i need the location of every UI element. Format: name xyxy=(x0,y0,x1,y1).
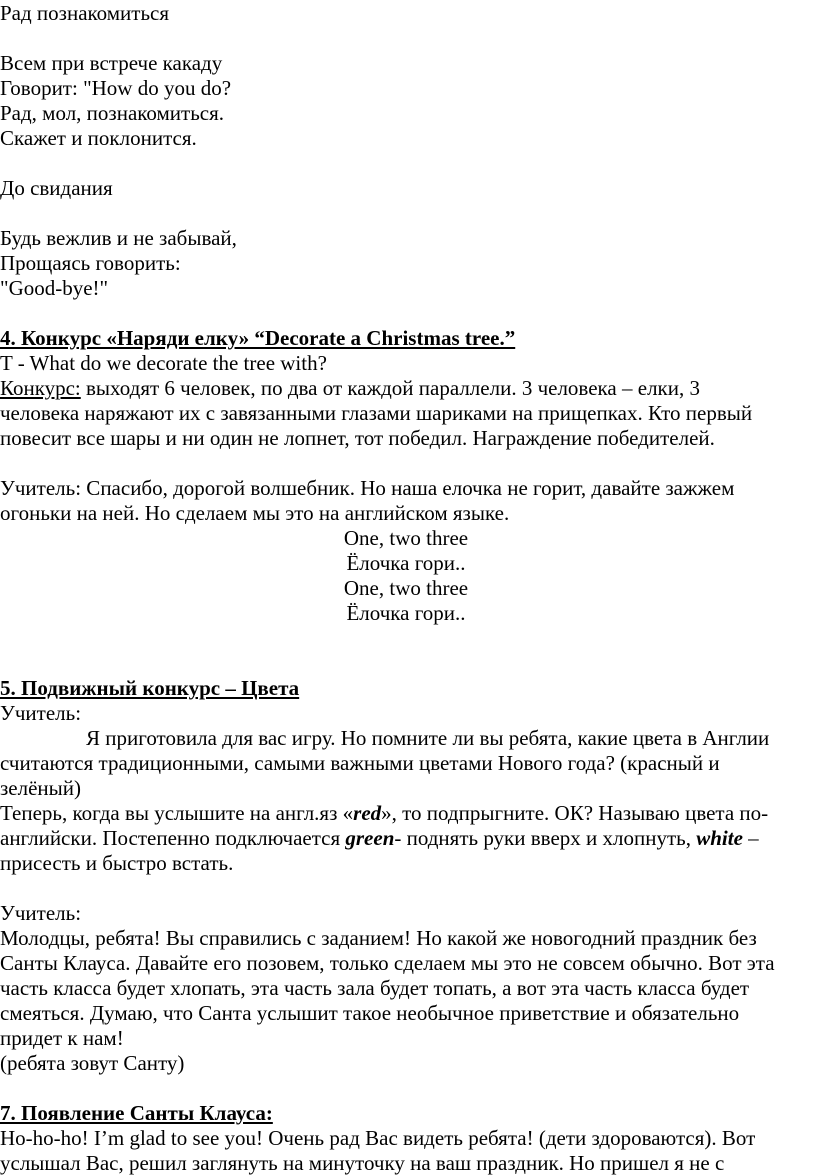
speaker-label: Учитель: xyxy=(0,701,82,725)
poem-line: Говорит: "How do you do? xyxy=(0,76,232,100)
verse-line: One, two three xyxy=(343,526,469,550)
speaker-label: Учитель: xyxy=(0,901,82,925)
paragraph-line: Я приготовила для вас игру. Но помните ли вы ребята, какие цвета в Англии xyxy=(86,726,770,750)
verse-line: Ёлочка гори.. xyxy=(346,551,466,575)
poem-line: "Good-bye!" xyxy=(0,276,109,300)
poem-line: Скажет и поклонится. xyxy=(0,126,197,150)
color-word-white: white xyxy=(696,826,743,850)
text-run: выходят 6 человек, по два от каждой параллели. 3 человека – елки, 3 xyxy=(80,376,700,400)
text-run: », то подпрыгните. ОК? Называю цвета по- xyxy=(381,801,769,825)
document-page xyxy=(0,1,812,1176)
paragraph-line xyxy=(0,826,812,851)
text-run: Теперь, когда вы услышите на англ.яз « xyxy=(0,801,354,825)
text-run: – xyxy=(742,826,759,850)
paragraph-line: Молодцы, ребята! Вы справились с заданием! Но какой же новогодний праздник без xyxy=(0,926,757,950)
poem-title: До свидания xyxy=(0,176,113,200)
poem-title: Рад познакомиться xyxy=(0,1,170,25)
section-heading: 5. Подвижный конкурс – Цвета xyxy=(0,676,300,700)
paragraph-line: присесть и быстро встать. xyxy=(0,851,234,875)
paragraph-line: придет к нам! xyxy=(0,1026,124,1050)
paragraph-line: зелёный) xyxy=(0,776,81,800)
paragraph-line xyxy=(0,801,812,826)
paragraph-line: Санты Клауса. Давайте его позовем, только сделаем мы это не совсем обычно. Вот эта xyxy=(0,951,775,975)
paragraph-line: T - What do we decorate the tree with? xyxy=(0,351,327,375)
paragraph-line xyxy=(0,376,812,401)
paragraph-line: человека наряжают их с завязанными глазами шариками на прищепках. Кто первый xyxy=(0,401,753,425)
paragraph-line: Ho-ho-ho! I’m glad to see you! Очень рад Вас видеть ребята! (дети здороваются). Вот xyxy=(0,1126,756,1150)
text-run: английски. Постепенно подключается xyxy=(0,826,346,850)
poem-line: Прощаясь говорить: xyxy=(0,251,181,275)
section-heading: 7. Появление Санты Клауса: xyxy=(0,1101,273,1125)
section-heading: 4. Конкурс «Наряди елку» “Decorate a Christmas tree.” xyxy=(0,326,516,350)
verse-line: One, two three xyxy=(343,576,469,600)
poem-line: Рад, мол, познакомиться. xyxy=(0,101,225,125)
verse-line: Ёлочка гори.. xyxy=(346,601,466,625)
paragraph-line: услышал Вас, решил заглянуть на минуточку на ваш праздник. Но пришел я не с xyxy=(0,1151,725,1175)
text-run: - поднять руки вверх и хлопнуть, xyxy=(394,826,697,850)
color-word-green: green xyxy=(345,826,395,850)
poem-line: Будь вежлив и не забывай, xyxy=(0,226,237,250)
paragraph-line: часть класса будет хлопать, эта часть зала будет топать, а вот эта часть класса будет xyxy=(0,976,750,1000)
paragraph-line: считаются традиционными, самыми важными цветами Нового года? (красный и xyxy=(0,751,720,775)
contest-label: Конкурс: xyxy=(0,376,81,400)
paragraph-line: повесит все шары и ни один не лопнет, тот победил. Награждение победителей. xyxy=(0,426,715,450)
color-word-red: red xyxy=(353,801,382,825)
paragraph-line: Учитель: Спасибо, дорогой волшебник. Но наша елочка не горит, давайте зажжем xyxy=(0,476,735,500)
paragraph-line: смеяться. Думаю, что Санта услышит такое необычное приветствие и обязательно xyxy=(0,1001,740,1025)
poem-line: Всем при встрече какаду xyxy=(0,51,223,75)
paragraph-line: (ребята зовут Санту) xyxy=(0,1051,185,1075)
paragraph-line: огоньки на ней. Но сделаем мы это на английском языке. xyxy=(0,501,510,525)
